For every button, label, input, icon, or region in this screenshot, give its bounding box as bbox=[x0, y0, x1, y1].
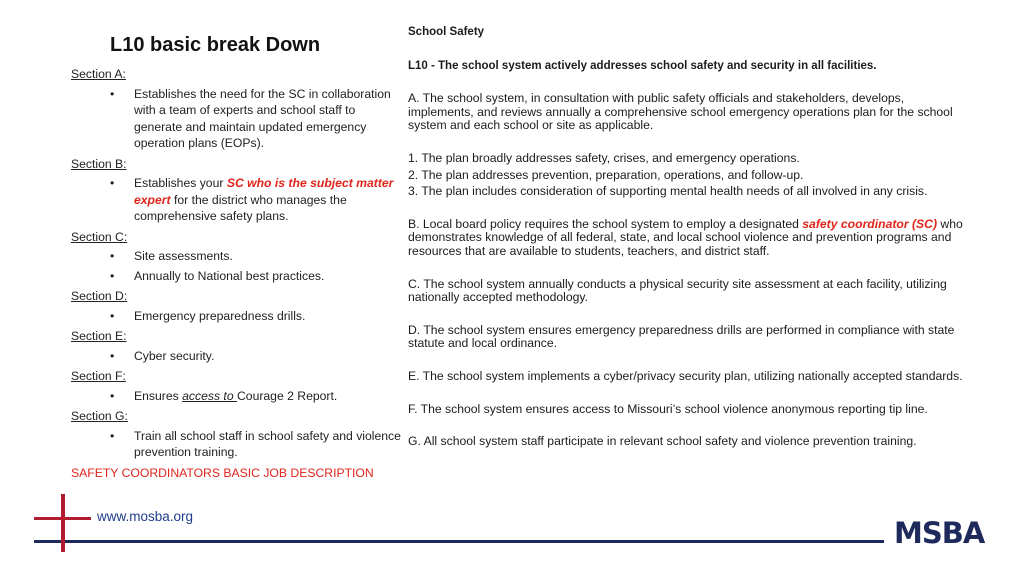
section-e-label: Section E: bbox=[71, 329, 127, 343]
job-description-link[interactable]: SAFETY COORDINATORS BASIC JOB DESCRIPTION bbox=[71, 465, 374, 480]
section-c-label: Section C: bbox=[71, 229, 128, 244]
list-item bbox=[71, 268, 401, 285]
msba-logo: MSBA bbox=[894, 516, 985, 550]
paragraph-c: C. The school system annually conducts a physical security site assessment at each facility, utilizing nationally accepted methodology. bbox=[408, 276, 947, 305]
section-d-label: Section D: bbox=[71, 289, 128, 303]
paragraph-b bbox=[408, 218, 968, 259]
paragraph-b-post: who demonstrates knowledge of all federal, state, and local school violence and prevention programs and resources that are available to students, teachers, and district staff. bbox=[408, 216, 963, 258]
highlight-sc-expert: SC who is the subject matter expert bbox=[134, 176, 394, 207]
list-item bbox=[71, 348, 401, 365]
list-item bbox=[71, 86, 401, 152]
section-g-label: Section G: bbox=[71, 409, 128, 423]
paragraph-d: D. The school system ensures emergency preparedness drills are performed in compliance with state statute and local ordinance. bbox=[408, 322, 955, 351]
bullet-text: Establishes the need for the SC in collaboration with a team of experts and school staff to generate and maintain updated emergency operation plans (EOPs). bbox=[134, 86, 391, 150]
list-item bbox=[71, 428, 401, 461]
bullet-text: Emergency preparedness drills. bbox=[134, 308, 306, 323]
website-link[interactable]: www.mosba.org bbox=[97, 509, 194, 524]
bullet-text-pre: Ensures bbox=[134, 388, 183, 403]
highlight-safety-coordinator: safety coordinator (SC) bbox=[802, 216, 938, 231]
l10-statement: L10 - The school system actively addresses school safety and security in all facilities. bbox=[408, 59, 877, 72]
standard-text bbox=[408, 26, 968, 449]
bullet-icon: • bbox=[110, 176, 115, 190]
bullet-icon: • bbox=[110, 268, 115, 283]
bullet-icon: • bbox=[110, 348, 115, 363]
bullet-text-post: for the district who manages the comprehensive safety plans. bbox=[134, 192, 347, 223]
bullet-icon: • bbox=[110, 428, 115, 443]
list-item bbox=[71, 175, 401, 225]
paragraph-e: E. The school system implements a cyber/privacy security plan, utilizing nationally accepted standards. bbox=[408, 368, 963, 383]
paragraph-g: G. All school system staff participate in relevant school safety and violence prevention training. bbox=[408, 434, 917, 449]
section-b-label: Section B: bbox=[71, 156, 127, 171]
bullet-text: Site assessments. bbox=[134, 249, 233, 263]
bullet-icon: • bbox=[110, 249, 115, 263]
list-item bbox=[71, 308, 401, 325]
page-title: L10 basic break Down bbox=[110, 34, 321, 56]
bullet-text: Train all school staff in school safety and violence prevention training. bbox=[134, 428, 401, 459]
footer-divider bbox=[34, 540, 884, 543]
list-item bbox=[71, 248, 401, 265]
breakdown-list bbox=[71, 66, 401, 481]
cross-vertical-bar bbox=[61, 494, 65, 552]
section-f-label: Section F: bbox=[71, 369, 126, 383]
paragraph-a: A. The school system, in consultation with public safety officials and stakeholders, develops, implements, and reviews annually a comprehensive school emergency operations plan for the school system and each school or site as applicable. bbox=[408, 91, 953, 133]
bullet-text-pre: Establishes your bbox=[134, 176, 227, 190]
cross-horizontal-bar bbox=[34, 517, 91, 520]
bullet-icon: • bbox=[110, 308, 115, 323]
bullet-text-post: Courage 2 Report. bbox=[236, 388, 338, 403]
access-to-link[interactable]: access to bbox=[182, 388, 237, 403]
numbered-item-1: 1. The plan broadly addresses safety, crises, and emergency operations. bbox=[408, 150, 800, 165]
list-item bbox=[71, 388, 401, 405]
bullet-text: Cyber security. bbox=[134, 348, 215, 363]
bullet-icon: • bbox=[110, 388, 115, 403]
numbered-item-2: 2. The plan addresses prevention, preparation, operations, and follow-up. bbox=[408, 167, 804, 182]
bullet-text: Annually to National best practices. bbox=[134, 268, 325, 283]
paragraph-b-pre: B. Local board policy requires the school system to employ a designated bbox=[408, 216, 803, 231]
bullet-text bbox=[134, 389, 337, 403]
school-safety-heading: School Safety bbox=[408, 26, 485, 38]
bullet-text bbox=[134, 176, 393, 223]
numbered-item-3: 3. The plan includes consideration of supporting mental health needs of all involved in any crisis. bbox=[408, 184, 928, 199]
bullet-icon: • bbox=[110, 86, 115, 101]
section-a-label: Section A: bbox=[71, 67, 126, 81]
paragraph-f: F. The school system ensures access to Missouri’s school violence anonymous reporting tip line. bbox=[408, 401, 928, 416]
